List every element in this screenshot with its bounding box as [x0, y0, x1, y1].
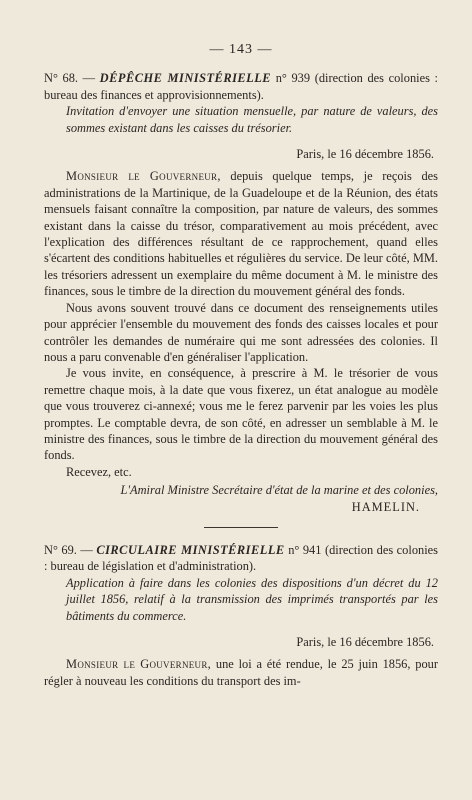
section-divider	[204, 527, 278, 528]
doc-68-paragraph-1	[44, 168, 438, 299]
page-number: — 143 —	[209, 42, 273, 57]
doc-68-closing: Recevez, etc.	[66, 464, 132, 479]
doc-69-title: CIRCULAIRE MINISTÉRIELLE	[96, 542, 285, 557]
doc-68-title: DÉPÊCHE MINISTÉRIELLE	[99, 71, 272, 86]
doc-69-salutation: Monsieur le Gouverneur,	[66, 657, 212, 672]
doc-68-paragraph-3: Je vous invite, en conséquence, à prescrire à M. le trésorier de vous remettre chaque mois, à la date que vous fixerez, un état analogue au modèle que vous trouverez ci-annexé; vous me le ferez parvenir par les voies les plus promptes. Le comptable devra, de son côté, en adresser un semblable à M. le ministre des finances, sous le timbre de la direction du mouvement général des fonds.	[44, 366, 438, 463]
doc-69-heading	[44, 542, 438, 624]
doc-68-summary: Invitation d'envoyer une situation mensuelle, par nature de valeurs, des sommes existant dans les caisses du trésorier.	[66, 104, 438, 135]
doc-69-number: N° 69. —	[44, 542, 93, 557]
doc-68-ref: n° 939	[275, 71, 311, 86]
doc-69-paragraph-1-text: une loi a été rendue, le 25 juin 1856, pour régler à nouveau les conditions du transport des im-	[44, 657, 438, 688]
doc-68-dateline: Paris, le 16 décembre 1856.	[296, 147, 434, 162]
doc-69-dateline: Paris, le 16 décembre 1856.	[296, 635, 434, 649]
doc-68-signature-name: HAMELIN.	[351, 499, 420, 514]
doc-68-subject: (direction des colonies : bureau des finances et approvisionnements).	[44, 71, 438, 102]
doc-68-signature-role: L'Amiral Ministre Secrétaire d'état de la marine et des colonies,	[120, 483, 438, 498]
doc-68-salutation: Monsieur le Gouverneur,	[66, 169, 221, 184]
doc-68-heading	[44, 70, 438, 136]
doc-69-ref: n° 941	[288, 542, 322, 557]
doc-69-subject: (direction des colonies : bureau de législation et d'administration).	[44, 542, 438, 574]
doc-69-summary: Application à faire dans les colonies des dispositions d'un décret du 12 juillet 1856, relatif à la transmission des imprimés transportés par les bâtiments du commerce.	[66, 575, 438, 623]
doc-68-paragraph-1-text: depuis quelque temps, je reçois des administrations de la Martinique, de la Guadeloupe et de la Réunion, des états mensuels faisant connaître la composition, par nature de valeurs, des sommes existant dans la caisse du trésor, comparativement au mois précédent, avec l'explication des différences résultant de ce rapprochement, quand elles s'écartent des conditions habituelles et régulières du service. De leur côté, MM. les trésoriers adressent un exemplaire du même document à M. le ministre des finances, sous le timbre de la direction du mouvement général des fonds.	[44, 169, 438, 299]
doc-69-paragraph-1	[44, 656, 438, 689]
doc-68-paragraph-2: Nous avons souvent trouvé dans ce document des renseignements utiles pour apprécier l'ensemble du mouvement des fonds des caisses locales et pour contrôler les demandes de numéraire qui me sont adressées des colonies. Il nous a paru convenable d'en généraliser l'application.	[44, 300, 438, 364]
doc-68-number: N° 68. —	[44, 71, 96, 86]
